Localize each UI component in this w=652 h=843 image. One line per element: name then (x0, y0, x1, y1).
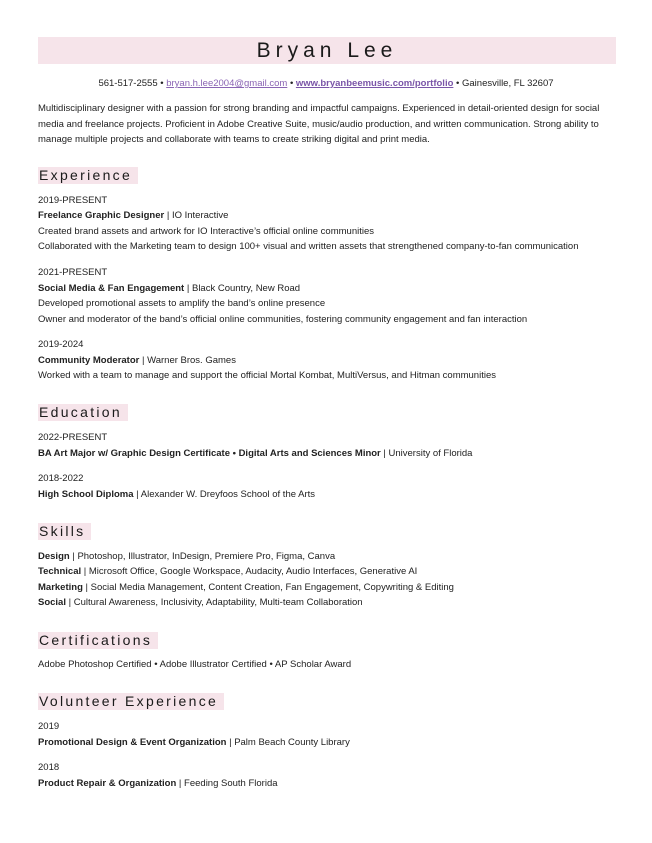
volunteer-title-line: Product Repair & Organization | Feeding South Florida (38, 778, 278, 789)
experience-role: Social Media & Fan Engagement (38, 283, 185, 294)
experience-bullet: Owner and moderator of the band’s official online communities, fostering community engagement and fan interaction (38, 314, 528, 325)
education-heading: Education (38, 404, 128, 421)
education-school: Alexander W. Dreyfoos School of the Arts (140, 489, 316, 500)
volunteer-title-line: Promotional Design & Event Organization | Palm Beach County Library (38, 737, 350, 748)
experience-heading: Experience (38, 167, 138, 184)
volunteer-heading: Volunteer Experience (38, 693, 224, 710)
experience-dates: 2019-PRESENT (38, 195, 108, 206)
phone-number: 561-517-2555 (98, 78, 158, 89)
education-school: University of Florida (388, 448, 473, 459)
volunteer-dates: 2019 (38, 721, 60, 732)
contact-separator: • (160, 78, 164, 89)
education-degree-line: BA Art Major w/ Graphic Design Certificate • Digital Arts and Sciences Minor | University of Florida (38, 448, 473, 459)
skill-row: Design | Photoshop, Illustrator, InDesign, Premiere Pro, Figma, Canva (38, 551, 336, 562)
experience-dates: 2021-PRESENT (38, 267, 108, 278)
experience-bullet: Collaborated with the Marketing team to design 100+ visual and written assets that strengthened company-to-fan communication (38, 241, 579, 252)
experience-title-line: Social Media & Fan Engagement | Black Country, New Road (38, 283, 301, 294)
experience-org: IO Interactive (171, 210, 229, 221)
contact-separator: • (289, 78, 294, 89)
experience-role: Community Moderator (38, 355, 140, 366)
education-degree-line: High School Diploma | Alexander W. Dreyfoos School of the Arts (38, 489, 316, 500)
experience-bullet: Created brand assets and artwork for IO Interactive’s official online communities (38, 226, 375, 237)
certifications-list: Adobe Photoshop Certified • Adobe Illustrator Certified • AP Scholar Award (38, 659, 352, 670)
experience-org: Warner Bros. Games (147, 355, 236, 366)
skill-label: Marketing (38, 582, 83, 593)
contact-line (0, 77, 652, 91)
skill-value: Photoshop, Illustrator, InDesign, Premiere Pro, Figma, Canva (77, 551, 336, 562)
education-dates: 2018-2022 (38, 473, 84, 484)
skill-value: Microsoft Office, Google Workspace, Audacity, Audio Interfaces, Generative AI (88, 566, 418, 577)
skill-row: Social | Cultural Awareness, Inclusivity, Adaptability, Multi-team Collaboration (38, 597, 363, 608)
skill-value: Cultural Awareness, Inclusivity, Adaptability, Multi-team Collaboration (73, 597, 363, 608)
volunteer-role: Product Repair & Organization (38, 778, 177, 789)
volunteer-role: Promotional Design & Event Organization (38, 737, 227, 748)
education-degree: High School Diploma (38, 489, 134, 500)
skill-label: Social (38, 597, 66, 608)
experience-org: Black Country, New Road (191, 283, 301, 294)
experience-title-line: Community Moderator | Warner Bros. Games (38, 355, 236, 366)
portfolio-link[interactable]: www.bryanbeemusic.com/portfolio (295, 78, 454, 89)
email-link[interactable]: bryan.h.lee2004@gmail.com (166, 78, 288, 89)
resume-name: Bryan Lee (256, 39, 398, 62)
experience-bullet: Worked with a team to manage and support the official Mortal Kombat, MultiVersus, and Hitman communities (38, 370, 496, 381)
education-dates: 2022-PRESENT (38, 432, 108, 443)
skill-label: Technical (38, 566, 82, 577)
volunteer-org: Feeding South Florida (184, 778, 278, 789)
experience-role: Freelance Graphic Designer (38, 210, 165, 221)
experience-dates: 2019-2024 (38, 339, 84, 350)
education-degree: BA Art Major w/ Graphic Design Certificate • Digital Arts and Sciences Minor (38, 448, 381, 459)
skill-label: Design (38, 551, 70, 562)
volunteer-org: Palm Beach County Library (234, 737, 350, 748)
skills-heading: Skills (38, 523, 91, 540)
contact-separator: • (456, 78, 460, 89)
location: Gainesville, FL 32607 (462, 78, 554, 89)
skill-row: Marketing | Social Media Management, Content Creation, Fan Engagement, Copywriting & Editing (38, 582, 454, 593)
experience-title-line: Freelance Graphic Designer | IO Interactive (38, 210, 229, 221)
skill-row: Technical | Microsoft Office, Google Workspace, Audacity, Audio Interfaces, Generative AI (38, 566, 418, 577)
summary-paragraph: Multidisciplinary designer with a passion for strong branding and impactful campaigns. Experienced in detail-oriented design for social media and freelance projects. Proficient in Adobe Creative Suite, music/audio production, and written communication. Strong ability to manage multiple projects and collaborate with teams to create striking digital and print media. (38, 103, 600, 145)
experience-bullet: Developed promotional assets to amplify the band’s online presence (38, 298, 326, 309)
volunteer-dates: 2018 (38, 762, 60, 773)
certifications-heading: Certifications (38, 632, 158, 649)
skill-value: Social Media Management, Content Creation, Fan Engagement, Copywriting & Editing (90, 582, 454, 593)
